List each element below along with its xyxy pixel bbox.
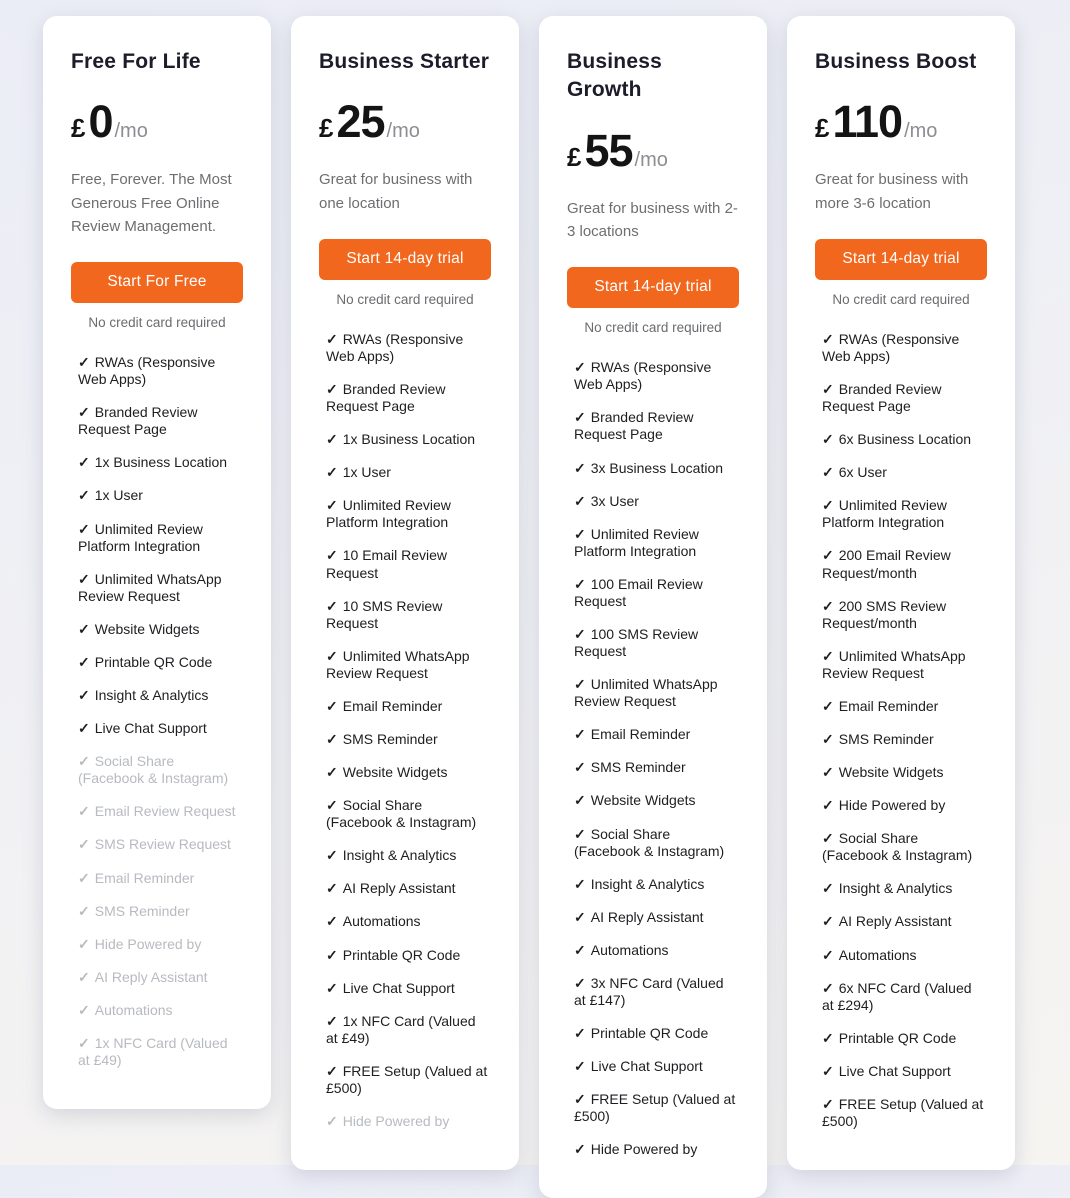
feature-item [71, 571, 243, 605]
price-period: /mo [386, 120, 420, 143]
feature-item [567, 409, 739, 443]
feature-item [319, 880, 491, 897]
check-icon: ✓ [326, 764, 338, 781]
plan-price [567, 124, 739, 176]
feature-label: 1x NFC Card (Valued at £49) [326, 1012, 476, 1046]
feature-item [319, 331, 491, 365]
feature-item [815, 381, 987, 415]
check-icon: ✓ [822, 597, 834, 614]
feature-item [567, 359, 739, 393]
feature-label: 200 SMS Review Request/month [822, 597, 947, 631]
check-icon: ✓ [822, 431, 834, 448]
check-icon: ✓ [326, 647, 338, 664]
feature-label: Hide Powered by [342, 1113, 450, 1130]
check-icon: ✓ [326, 1113, 338, 1130]
check-icon: ✓ [822, 1029, 834, 1046]
feature-label: 1x NFC Card (Valued at £49) [78, 1034, 228, 1068]
plan-price [71, 96, 243, 148]
feature-item [71, 803, 243, 820]
feature-item [71, 521, 243, 555]
feature-label: Unlimited Review Platform Integration [822, 497, 947, 531]
check-icon: ✓ [78, 720, 90, 737]
feature-list [71, 354, 243, 1069]
feature-item [319, 648, 491, 682]
feature-item [319, 764, 491, 781]
start-trial-button[interactable]: Start 14-day trial [815, 239, 987, 280]
feature-label: Social Share (Facebook & Instagram) [326, 797, 477, 831]
feature-item [815, 547, 987, 581]
feature-item [815, 830, 987, 864]
feature-label: AI Reply Assistant [590, 908, 704, 925]
plan-card [291, 16, 519, 1170]
check-icon: ✓ [78, 620, 90, 637]
feature-item [567, 975, 739, 1009]
check-icon: ✓ [822, 464, 834, 481]
check-icon: ✓ [78, 687, 90, 704]
check-icon: ✓ [574, 825, 586, 842]
feature-item [567, 493, 739, 510]
check-icon: ✓ [574, 676, 586, 693]
feature-item [567, 1141, 739, 1158]
feature-label: RWAs (Responsive Web Apps) [326, 330, 464, 364]
feature-item [815, 331, 987, 365]
check-icon: ✓ [326, 913, 338, 930]
plan-description: Great for business with one location [319, 171, 473, 212]
check-icon: ✓ [78, 454, 90, 471]
feature-item [319, 847, 491, 864]
currency-symbol: £ [815, 113, 830, 144]
feature-item [815, 598, 987, 632]
feature-label: Automations [838, 946, 917, 963]
feature-label: RWAs (Responsive Web Apps) [78, 354, 216, 388]
feature-label: Printable QR Code [590, 1025, 709, 1042]
feature-label: Live Chat Support [838, 1062, 951, 1079]
check-icon: ✓ [78, 520, 90, 537]
price-period: /mo [634, 148, 668, 171]
feature-label: SMS Reminder [342, 731, 438, 748]
price-amount: 0 [88, 96, 113, 148]
feature-label: 10 SMS Review Request [326, 597, 443, 631]
check-icon: ✓ [78, 1001, 90, 1018]
feature-item [567, 759, 739, 776]
feature-item [567, 460, 739, 477]
check-icon: ✓ [574, 359, 586, 376]
feature-label: 3x User [590, 492, 639, 509]
check-icon: ✓ [78, 753, 90, 770]
check-icon: ✓ [574, 759, 586, 776]
check-icon: ✓ [574, 625, 586, 642]
feature-item [71, 836, 243, 853]
feature-item [71, 753, 243, 787]
no-credit-card-note: No credit card required [832, 291, 970, 307]
feature-item [319, 464, 491, 481]
feature-item [567, 626, 739, 660]
feature-item [71, 1002, 243, 1019]
feature-item [567, 1025, 739, 1042]
feature-item [319, 797, 491, 831]
feature-label: 100 Email Review Request [574, 575, 703, 609]
feature-label: Live Chat Support [94, 720, 207, 737]
check-icon: ✓ [78, 902, 90, 919]
check-icon: ✓ [326, 847, 338, 864]
price-amount: 55 [584, 124, 633, 176]
feature-item [567, 676, 739, 710]
start-trial-button[interactable]: Start 14-day trial [567, 267, 739, 308]
feature-item [319, 547, 491, 581]
feature-label: Live Chat Support [342, 979, 455, 996]
feature-label: 1x User [342, 464, 391, 481]
feature-label: Printable QR Code [94, 653, 213, 670]
feature-label: AI Reply Assistant [94, 968, 208, 985]
check-icon: ✓ [574, 1025, 586, 1042]
feature-item [319, 497, 491, 531]
check-icon: ✓ [574, 409, 586, 426]
feature-label: Branded Review Request Page [574, 409, 694, 443]
feature-item [319, 1113, 491, 1130]
feature-item [71, 720, 243, 737]
feature-item [567, 792, 739, 809]
feature-label: Email Review Request [94, 803, 236, 820]
feature-item [815, 1096, 987, 1130]
feature-item [319, 731, 491, 748]
feature-item [567, 1058, 739, 1075]
check-icon: ✓ [78, 653, 90, 670]
check-icon: ✓ [326, 497, 338, 514]
feature-label: Unlimited Review Platform Integration [574, 525, 699, 559]
feature-label: SMS Reminder [590, 759, 686, 776]
feature-label: AI Reply Assistant [342, 880, 456, 897]
check-icon: ✓ [326, 431, 338, 448]
check-icon: ✓ [822, 731, 834, 748]
feature-label: Branded Review Request Page [326, 381, 446, 415]
feature-label: Unlimited Review Platform Integration [326, 497, 451, 531]
check-icon: ✓ [326, 797, 338, 814]
feature-label: Unlimited Review Platform Integration [78, 520, 203, 554]
feature-label: 100 SMS Review Request [574, 625, 699, 660]
check-icon: ✓ [78, 570, 90, 587]
price-amount: 25 [336, 96, 385, 148]
feature-label: Social Share (Facebook & Instagram) [574, 825, 725, 859]
check-icon: ✓ [822, 797, 834, 814]
feature-label: Website Widgets [838, 764, 944, 781]
check-icon: ✓ [822, 880, 834, 897]
feature-label: 1x Business Location [342, 431, 476, 448]
plan-description: Great for business with 2-3 locations [567, 199, 738, 240]
plan-title: Business Growth [567, 50, 662, 102]
feature-item [71, 354, 243, 388]
feature-label: Printable QR Code [342, 946, 461, 963]
feature-label: Insight & Analytics [590, 875, 705, 892]
feature-label: Hide Powered by [838, 797, 946, 814]
check-icon: ✓ [822, 497, 834, 514]
feature-label: Branded Review Request Page [78, 404, 198, 438]
check-icon: ✓ [326, 731, 338, 748]
feature-item [815, 648, 987, 682]
check-icon: ✓ [326, 946, 338, 963]
feature-item [71, 487, 243, 504]
check-icon: ✓ [326, 330, 338, 347]
feature-item [319, 598, 491, 632]
feature-item [319, 698, 491, 715]
plan-card [787, 16, 1015, 1170]
feature-label: Unlimited WhatsApp Review Request [574, 676, 718, 710]
currency-symbol: £ [567, 141, 582, 172]
no-credit-card-note: No credit card required [584, 320, 722, 336]
feature-item [319, 1063, 491, 1097]
check-icon: ✓ [326, 1062, 338, 1079]
feature-item [815, 947, 987, 964]
feature-label: FREE Setup (Valued at £500) [326, 1062, 488, 1096]
feature-item [567, 576, 739, 610]
feature-label: Email Reminder [94, 869, 195, 886]
feature-item [567, 526, 739, 560]
feature-item [71, 621, 243, 638]
check-icon: ✓ [574, 459, 586, 476]
plan-title: Free For Life [71, 50, 201, 73]
feature-label: Email Reminder [342, 697, 443, 714]
feature-list [319, 331, 491, 1130]
feature-item [71, 1035, 243, 1069]
plan-title: Business Boost [815, 50, 977, 73]
feature-label: Unlimited WhatsApp Review Request [78, 570, 222, 604]
feature-item [815, 1030, 987, 1047]
feature-item [71, 903, 243, 920]
feature-list [567, 359, 739, 1158]
check-icon: ✓ [78, 836, 90, 853]
feature-item [815, 431, 987, 448]
feature-label: RWAs (Responsive Web Apps) [574, 359, 712, 393]
feature-item [815, 497, 987, 531]
feature-item [815, 698, 987, 715]
check-icon: ✓ [78, 935, 90, 952]
feature-item [567, 726, 739, 743]
start-trial-button[interactable]: Start For Free [71, 262, 243, 303]
check-icon: ✓ [574, 941, 586, 958]
feature-label: 200 Email Review Request/month [822, 547, 951, 581]
feature-label: Social Share (Facebook & Instagram) [822, 830, 973, 864]
feature-label: Website Widgets [342, 764, 448, 781]
feature-label: 10 Email Review Request [326, 547, 447, 581]
feature-label: FREE Setup (Valued at £500) [822, 1095, 984, 1130]
check-icon: ✓ [326, 1012, 338, 1029]
feature-item [71, 687, 243, 704]
check-icon: ✓ [78, 404, 90, 421]
feature-label: Insight & Analytics [838, 880, 953, 897]
check-icon: ✓ [326, 697, 338, 714]
check-icon: ✓ [326, 381, 338, 397]
feature-item [71, 454, 243, 471]
feature-label: Insight & Analytics [94, 687, 209, 704]
plan-price [815, 96, 987, 148]
feature-label: Social Share (Facebook & Instagram) [78, 753, 229, 787]
plan-price [319, 96, 491, 148]
check-icon: ✓ [822, 946, 834, 963]
check-icon: ✓ [574, 875, 586, 892]
currency-symbol: £ [71, 113, 86, 144]
feature-item [319, 980, 491, 997]
feature-label: Unlimited WhatsApp Review Request [822, 647, 966, 681]
feature-label: Website Widgets [94, 620, 200, 637]
no-credit-card-note: No credit card required [336, 291, 474, 307]
feature-label: 3x Business Location [590, 459, 724, 476]
feature-item [815, 764, 987, 781]
feature-label: RWAs (Responsive Web Apps) [822, 330, 960, 364]
check-icon: ✓ [822, 764, 834, 781]
feature-label: Automations [94, 1001, 173, 1018]
check-icon: ✓ [574, 1091, 586, 1108]
check-icon: ✓ [822, 913, 834, 930]
feature-label: 6x User [838, 464, 887, 481]
plan-description: Great for business with more 3-6 location [815, 171, 969, 212]
price-period: /mo [114, 120, 148, 143]
plan-card [43, 16, 271, 1109]
price-amount: 110 [832, 96, 903, 148]
feature-item [815, 913, 987, 930]
check-icon: ✓ [78, 803, 90, 820]
feature-item [71, 870, 243, 887]
check-icon: ✓ [822, 697, 834, 714]
feature-label: FREE Setup (Valued at £500) [574, 1091, 736, 1125]
feature-label: 3x NFC Card (Valued at £147) [574, 974, 724, 1008]
feature-item [319, 1013, 491, 1047]
check-icon: ✓ [574, 974, 586, 991]
price-period: /mo [904, 120, 938, 143]
check-icon: ✓ [574, 1141, 586, 1158]
check-icon: ✓ [822, 979, 834, 996]
check-icon: ✓ [822, 830, 834, 847]
feature-item [319, 913, 491, 930]
feature-item [567, 876, 739, 893]
feature-label: Email Reminder [590, 726, 691, 743]
check-icon: ✓ [574, 492, 586, 509]
feature-label: Live Chat Support [590, 1058, 703, 1075]
feature-label: Printable QR Code [838, 1029, 957, 1046]
feature-label: AI Reply Assistant [838, 913, 952, 930]
check-icon: ✓ [78, 487, 90, 504]
feature-label: Hide Powered by [94, 935, 202, 952]
check-icon: ✓ [326, 464, 338, 481]
feature-label: Branded Review Request Page [822, 381, 942, 415]
feature-label: Hide Powered by [590, 1141, 698, 1158]
feature-item [815, 797, 987, 814]
start-trial-button[interactable]: Start 14-day trial [319, 239, 491, 280]
check-icon: ✓ [822, 330, 834, 347]
feature-item [815, 980, 987, 1014]
feature-item [319, 381, 491, 415]
feature-label: Insight & Analytics [342, 847, 457, 864]
no-credit-card-note: No credit card required [88, 315, 226, 331]
check-icon: ✓ [326, 547, 338, 564]
feature-label: Unlimited WhatsApp Review Request [326, 647, 470, 681]
check-icon: ✓ [574, 908, 586, 925]
feature-label: SMS Reminder [94, 902, 190, 919]
feature-label: 1x Business Location [94, 454, 228, 471]
feature-label: 6x NFC Card (Valued at £294) [822, 979, 972, 1013]
currency-symbol: £ [319, 113, 334, 144]
check-icon: ✓ [574, 792, 586, 809]
check-icon: ✓ [78, 354, 90, 371]
check-icon: ✓ [326, 979, 338, 996]
check-icon: ✓ [574, 726, 586, 743]
feature-item [567, 909, 739, 926]
check-icon: ✓ [822, 1062, 834, 1079]
feature-item [567, 826, 739, 860]
feature-label: SMS Reminder [838, 731, 934, 748]
feature-label: Website Widgets [590, 792, 696, 809]
feature-item [567, 942, 739, 959]
check-icon: ✓ [78, 869, 90, 886]
check-icon: ✓ [822, 381, 834, 397]
check-icon: ✓ [822, 1095, 834, 1112]
check-icon: ✓ [822, 647, 834, 664]
feature-label: 1x User [94, 487, 143, 504]
check-icon: ✓ [574, 525, 586, 542]
check-icon: ✓ [78, 1034, 90, 1051]
feature-item [71, 404, 243, 438]
check-icon: ✓ [326, 597, 338, 614]
feature-item [71, 936, 243, 953]
plan-title: Business Starter [319, 50, 490, 73]
feature-label: Automations [342, 913, 421, 930]
feature-label: 6x Business Location [838, 431, 972, 448]
feature-item [815, 1063, 987, 1080]
feature-label: SMS Review Request [94, 836, 231, 853]
check-icon: ✓ [78, 968, 90, 985]
plan-card [539, 16, 767, 1198]
feature-item [319, 431, 491, 448]
feature-item [815, 880, 987, 897]
feature-item [815, 731, 987, 748]
feature-item [815, 464, 987, 481]
feature-item [71, 969, 243, 986]
check-icon: ✓ [822, 547, 834, 564]
feature-list [815, 331, 987, 1130]
feature-item [71, 654, 243, 671]
check-icon: ✓ [326, 880, 338, 897]
feature-label: Automations [590, 941, 669, 958]
plan-description: Free, Forever. The Most Generous Free Online Review Management. [71, 171, 232, 235]
feature-item [319, 947, 491, 964]
check-icon: ✓ [574, 1058, 586, 1075]
feature-label: Email Reminder [838, 697, 939, 714]
feature-item [567, 1091, 739, 1125]
check-icon: ✓ [574, 575, 586, 592]
